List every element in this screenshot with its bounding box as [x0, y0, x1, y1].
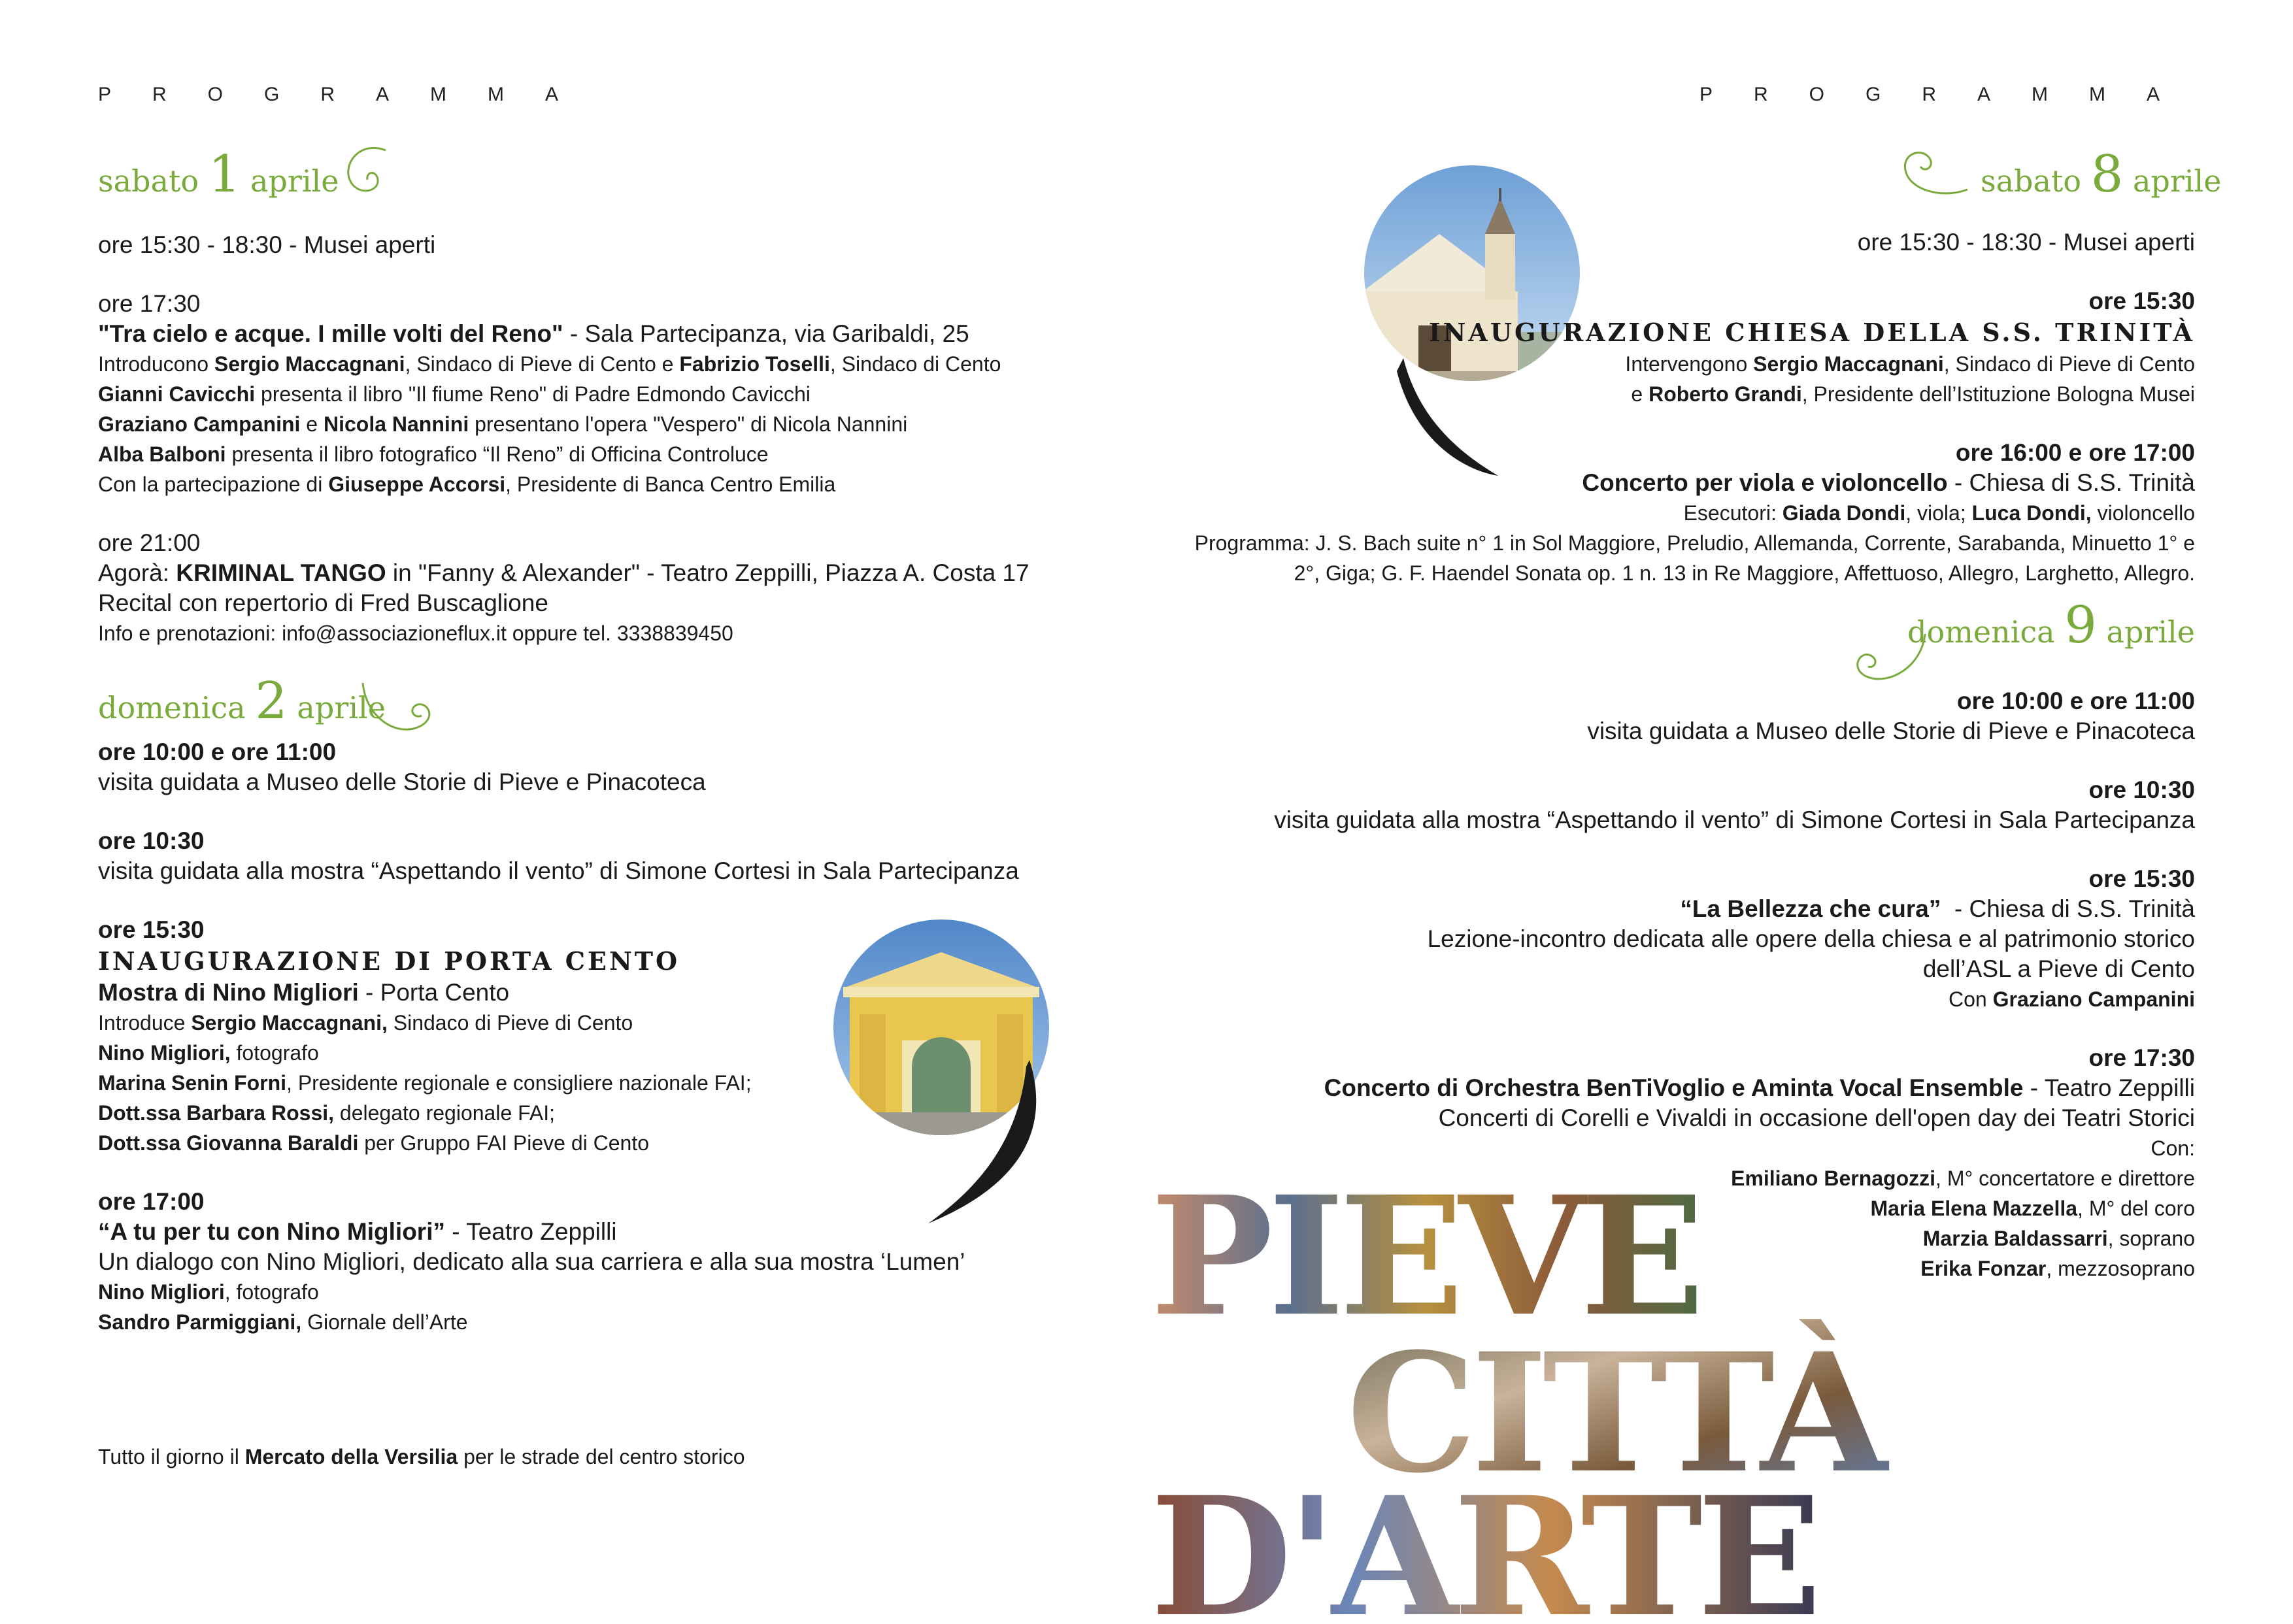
- performer: Maria Elena Mazzella, M° del coro: [1870, 1197, 2195, 1220]
- event-title: Agorà: KRIMINAL TANGO in "Fanny & Alexander" - Teatro Zeppilli, Piazza A. Costa 17: [98, 559, 1029, 586]
- flourish-icon: [1896, 144, 1974, 203]
- porta-cento-photo: [830, 916, 1052, 1230]
- event-time: ore 15:30: [2088, 865, 2195, 892]
- event-time: ore 10:00 e ore 11:00: [98, 738, 337, 765]
- event-detail: Nino Migliori, fotografo: [98, 1280, 319, 1304]
- event-detail: Nino Migliori, fotografo: [98, 1041, 319, 1065]
- event-detail: Sandro Parmiggiani, Giornale dell’Arte: [98, 1310, 468, 1334]
- event-detail: visita guidata a Museo delle Storie di Pieve e Pinacoteca: [1587, 718, 2195, 744]
- event-detail: visita guidata alla mostra “Aspettando il vento” di Simone Cortesi in Sala Partecipanza: [98, 857, 1019, 884]
- event-time: ore 21:00: [98, 529, 201, 556]
- event-detail: Intervengono Sergio Maccagnani, Sindaco di Pieve di Cento: [1625, 352, 2195, 376]
- event-detail: Lezione-incontro dedicata alle opere della chiesa e al patrimonio storico: [1427, 925, 2195, 952]
- programma-header-left: PROGRAMMA: [98, 84, 600, 105]
- event-title-caps: INAUGURAZIONE CHIESA DELLA S.S. TRINITÀ: [1428, 318, 2195, 347]
- logo-line-3: D'ARTE: [1150, 1461, 1817, 1621]
- event-time: ore 17:30: [98, 290, 201, 317]
- event-title-caps: INAUGURAZIONE DI PORTA CENTO: [98, 946, 680, 976]
- event-title: “La Bellezza che cura” - Chiesa di S.S. Trinità: [1680, 895, 2195, 922]
- event-detail: Recital con repertorio di Fred Buscaglione: [98, 589, 548, 616]
- event-title: "Tra cielo e acque. I mille volti del Reno" - Sala Partecipanza, via Garibaldi, 25: [98, 320, 969, 347]
- event-title: Concerto di Orchestra BenTiVoglio e Aminta Vocal Ensemble - Teatro Zeppilli: [1324, 1074, 2195, 1101]
- event-time: ore 17:30: [2088, 1044, 2195, 1071]
- day8-program: [1195, 227, 2195, 588]
- event-detail: Marina Senin Forni, Presidente regionale e consigliere nazionale FAI;: [98, 1071, 752, 1095]
- flourish-icon: [1850, 631, 1928, 689]
- musei-aperti-line: ore 15:30 - 18:30 - Musei aperti: [98, 231, 436, 258]
- event-detail: Un dialogo con Nino Migliori, dedicato alla sua carriera e alla sua mostra ‘Lumen’: [98, 1248, 965, 1275]
- event-detail: dell’ASL a Pieve di Cento: [1922, 955, 2195, 982]
- footer-note: Tutto il giorno il Mercato della Versilia per le strade del centro storico: [98, 1445, 745, 1468]
- flourish-icon: [340, 144, 392, 203]
- musei-aperti-line: ore 15:30 - 18:30 - Musei aperti: [1857, 229, 2195, 256]
- event-detail: Con Graziano Campanini: [1949, 987, 2195, 1011]
- event-detail: Alba Balboni presenta il libro fotografico “Il Reno” di Officina Controluce: [98, 442, 769, 466]
- event-contact: Info e prenotazioni: info@associazioneflux.it oppure tel. 3338839450: [98, 621, 733, 645]
- event-detail: Con la partecipazione di Giuseppe Accorsi, Presidente di Banca Centro Emilia: [98, 472, 836, 496]
- event-time: ore 16:00 e ore 17:00: [1955, 439, 2195, 466]
- day-heading-domenica-2: domenica 2 aprile: [98, 672, 386, 731]
- logo-line-1: PIEVE: [1150, 1170, 1700, 1352]
- event-detail: visita guidata a Museo delle Storie di Pieve e Pinacoteca: [98, 769, 706, 795]
- event-detail: visita guidata alla mostra “Aspettando il vento” di Simone Cortesi in Sala Partecipanza: [1274, 806, 2195, 833]
- event-detail: Esecutori: Giada Dondi, viola; Luca Dondi, violoncello: [1683, 501, 2195, 525]
- event-time: ore 15:30: [2088, 288, 2195, 314]
- day1-program: [98, 230, 1029, 648]
- event-subtitle: Mostra di Nino Migliori - Porta Cento: [98, 979, 510, 1006]
- pieve-citta-arte-logo: [1150, 1170, 1902, 1621]
- event-detail: Programma: J. S. Bach suite n° 1 in Sol Maggiore, Preludio, Allemanda, Corrente, Sarabanda, Minuetto 1° e: [1194, 531, 2195, 555]
- logo-line-2: CITTÀ: [1347, 1317, 1883, 1509]
- event-detail: Graziano Campanini e Nicola Nannini presentano l'opera "Vespero" di Nicola Nannini: [98, 412, 908, 436]
- day-heading-sabato-8: sabato 8 aprile: [1981, 145, 2222, 204]
- event-time: ore 17:00: [98, 1188, 205, 1215]
- performer: Marzia Baldassarri, soprano: [1922, 1227, 2195, 1250]
- performer: Emiliano Bernagozzi, M° concertatore e direttore: [1731, 1167, 2195, 1190]
- event-detail: Con:: [2151, 1136, 2195, 1160]
- programma-header-right: PROGRAMMA: [1699, 84, 2201, 105]
- event-time: ore 10:00 e ore 11:00: [1956, 688, 2195, 714]
- performer: Erika Fonzar, mezzosoprano: [1920, 1257, 2195, 1280]
- day-heading-domenica-9: domenica 9 aprile: [1907, 596, 2195, 655]
- event-time: ore 10:30: [98, 827, 205, 854]
- event-detail: Dott.ssa Giovanna Baraldi per Gruppo FAI Pieve di Cento: [98, 1131, 650, 1155]
- event-detail: Dott.ssa Barbara Rossi, delegato regionale FAI;: [98, 1101, 556, 1125]
- event-title: “A tu per tu con Nino Migliori” - Teatro Zeppilli: [98, 1218, 617, 1245]
- event-detail: Concerti di Corelli e Vivaldi in occasione dell'open day dei Teatri Storici: [1438, 1104, 2195, 1131]
- flourish-icon: [360, 680, 438, 745]
- day-heading-sabato-1: sabato 1 aprile: [98, 145, 339, 204]
- event-detail: Introducono Sergio Maccagnani, Sindaco di Pieve di Cento e Fabrizio Toselli, Sindaco di Cento: [98, 352, 1001, 376]
- event-time: ore 10:30: [2088, 776, 2195, 803]
- event-detail: 2°, Giga; G. F. Haendel Sonata op. 1 n. 13 in Re Maggiore, Affettuoso, Allegro, Larghetto, Allegro.: [1294, 561, 2195, 585]
- event-detail: e Roberto Grandi, Presidente dell’Istituzione Bologna Musei: [1631, 382, 2195, 406]
- event-time: ore 15:30: [98, 916, 205, 943]
- event-detail: Gianni Cavicchi presenta il libro "Il fiume Reno" di Padre Edmondo Cavicchi: [98, 382, 811, 406]
- event-detail: Introduce Sergio Maccagnani, Sindaco di Pieve di Cento: [98, 1011, 633, 1035]
- event-title: Concerto per viola e violoncello - Chiesa di S.S. Trinità: [1582, 469, 2195, 496]
